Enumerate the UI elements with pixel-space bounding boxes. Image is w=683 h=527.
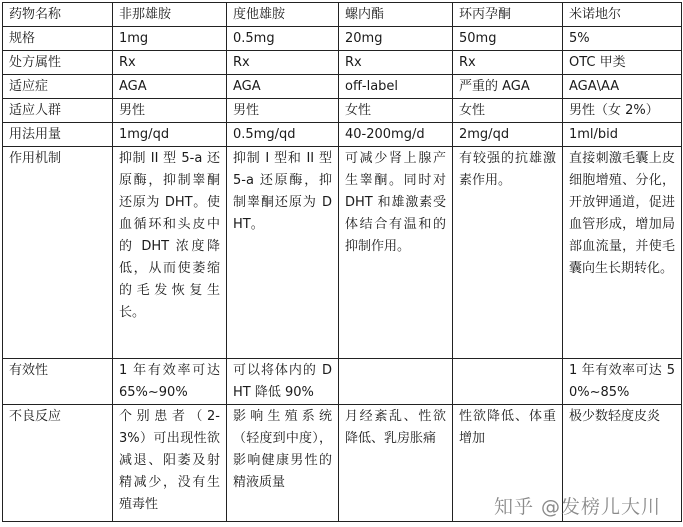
table-cell: 抑制 II 型 5-a 还原酶，抑制睾酮还原为 DHT。使血循环和头皮中的 DHT 浓度降低，从而使萎缩的毛发恢复生长。 xyxy=(113,147,227,359)
table-cell: 1mg/qd xyxy=(113,123,227,147)
header-cell-spironolactone: 螺内酯 xyxy=(339,3,453,27)
table-cell: 男性（女 2%） xyxy=(563,99,682,123)
table-cell: 可以将体内的 DHT 降低 90% xyxy=(227,359,339,405)
table-row-prescription xyxy=(3,51,682,75)
table-cell: 1 年有效率可达 50%~85% xyxy=(563,359,682,405)
table-row-dosage xyxy=(3,123,682,147)
table-cell: 女性 xyxy=(339,99,453,123)
row-label: 有效性 xyxy=(3,359,113,405)
header-cell-minoxidil: 米诺地尔 xyxy=(563,3,682,27)
zhihu-watermark: 知乎 @发榜儿大川 xyxy=(493,496,661,518)
table-cell: 有较强的抗雄激素作用。 xyxy=(453,147,563,359)
row-label: 用法用量 xyxy=(3,123,113,147)
table-cell xyxy=(453,359,563,405)
table-cell: 0.5mg/qd xyxy=(227,123,339,147)
table-cell: Rx xyxy=(453,51,563,75)
table-cell: Rx xyxy=(227,51,339,75)
table-cell: 直接刺激毛囊上皮细胞增殖、分化，开放钾通道，促进血管形成，增加局部血流量，并使毛囊向生长期转化。 xyxy=(563,147,682,359)
header-row xyxy=(3,3,682,27)
table-cell: Rx xyxy=(339,51,453,75)
table-cell: AGA\AA xyxy=(563,75,682,99)
table-cell: off-label xyxy=(339,75,453,99)
table-cell: 2mg/qd xyxy=(453,123,563,147)
table-cell: 1mg xyxy=(113,27,227,51)
table-cell: OTC 甲类 xyxy=(563,51,682,75)
table-cell: 20mg xyxy=(339,27,453,51)
table-cell: 男性 xyxy=(113,99,227,123)
header-cell-dutasteride: 度他雄胺 xyxy=(227,3,339,27)
row-label: 不良反应 xyxy=(3,405,113,522)
table-cell: 40-200mg/d xyxy=(339,123,453,147)
table-cell: AGA xyxy=(227,75,339,99)
table-cell: 影响生殖系统（轻度到中度），影响健康男性的精液质量 xyxy=(227,405,339,522)
row-label: 规格 xyxy=(3,27,113,51)
table-cell: Rx xyxy=(113,51,227,75)
row-label: 适应症 xyxy=(3,75,113,99)
header-cell-finasteride: 非那雄胺 xyxy=(113,3,227,27)
table-row-spec xyxy=(3,27,682,51)
table-cell: 性欲降低、体重增加 xyxy=(453,405,563,522)
table-cell: 0.5mg xyxy=(227,27,339,51)
table-cell: 男性 xyxy=(227,99,339,123)
table-cell: 个别患者（2-3%）可出现性欲减退、阳萎及射精减少，没有生殖毒性 xyxy=(113,405,227,522)
row-label: 作用机制 xyxy=(3,147,113,359)
table-cell xyxy=(339,359,453,405)
table-cell: AGA xyxy=(113,75,227,99)
table-cell: 女性 xyxy=(453,99,563,123)
header-cell-cyproterone: 环丙孕酮 xyxy=(453,3,563,27)
table-cell: 可减少肾上腺产生睾酮。同时对 DHT 和雄激素受体结合有温和的抑制作用。 xyxy=(339,147,453,359)
table-row-efficacy xyxy=(3,359,682,405)
drug-comparison-table xyxy=(2,2,682,522)
table-cell: 抑制 I 型和 II 型 5-a 还原酶，抑制睾酮还原为 DHT。 xyxy=(227,147,339,359)
table-cell: 1 年有效率可达 65%~90% xyxy=(113,359,227,405)
table-row-indication xyxy=(3,75,682,99)
row-label: 适应人群 xyxy=(3,99,113,123)
table-cell: 严重的 AGA xyxy=(453,75,563,99)
table-cell: 50mg xyxy=(453,27,563,51)
table-row-mechanism xyxy=(3,147,682,359)
table-row-population xyxy=(3,99,682,123)
header-cell-label: 药物名称 xyxy=(3,3,113,27)
table-cell: 1ml/bid xyxy=(563,123,682,147)
table-cell: 5% xyxy=(563,27,682,51)
table-cell: 极少数轻度皮炎 xyxy=(563,405,682,522)
table-cell: 月经紊乱、性欲降低、乳房胀痛 xyxy=(339,405,453,522)
row-label: 处方属性 xyxy=(3,51,113,75)
